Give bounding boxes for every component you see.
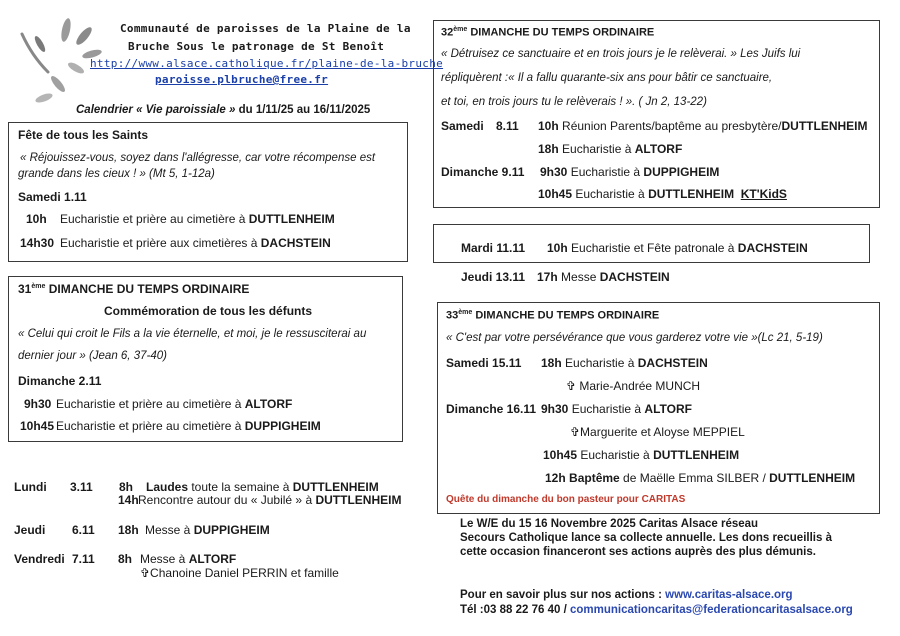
dim33-sun-entry: 9h30 Eucharistie à ALTORF: [541, 402, 692, 416]
jeudi-time: 18h: [118, 523, 139, 537]
website-link[interactable]: http://www.alsace.catholique.fr/plaine-de-la-bruche: [90, 57, 444, 70]
caritas-line2: Secours Catholique lance sa collecte annuelle. Les dons recueillis à: [460, 532, 832, 544]
jeudi-date: 6.11: [72, 523, 95, 537]
toussaint-quote-line1: « Réjouissez-vous, soyez dans l'allégresse, car votre récompense est: [20, 152, 376, 164]
dim33-sat-intention: ✞ Marie-Andrée MUNCH: [566, 379, 701, 393]
header-line2: Bruche Sous le patronage de St Benoît: [128, 40, 385, 53]
dim32-quote-line1: « Détruisez ce sanctuaire et en trois jours je le relèverai. » Les Juifs lui: [441, 48, 801, 60]
jeudi-day: Jeudi: [14, 523, 46, 537]
lundi-time2: 14h: [118, 493, 139, 507]
dim33-sat-day: Samedi 15.11: [446, 356, 522, 370]
toussaint-day: Samedi 1.11: [18, 190, 87, 204]
toussaint-entry: 10h Eucharistie et prière au cimetière à DUTTLENHEIM: [26, 212, 335, 226]
dim32-sat-date: 8.11: [496, 119, 519, 133]
dim33-sat-entry: 18h Eucharistie à DACHSTEIN: [541, 356, 708, 370]
vendredi-event: Messe à ALTORF: [140, 552, 237, 566]
dim32-sun-entry: 9h30 Eucharistie à DUPPIGHEIM: [540, 165, 720, 179]
dim31-entry: 9h30 Eucharistie et prière au cimetière à ALTORF: [24, 397, 293, 411]
dim32-title: 32ème DIMANCHE DU TEMPS ORDINAIRE: [441, 26, 655, 39]
vendredi-day: Vendredi: [14, 552, 65, 566]
lundi-time1: 8h: [119, 480, 134, 494]
calendar-title: Calendrier « Vie paroissiale » du 1/11/25 au 16/11/2025: [76, 104, 371, 116]
dim31-quote-line1: « Celui qui croit le Fils a la vie éternelle, et moi, je le ressusciterai au: [18, 328, 367, 340]
caritas-more: Pour en savoir plus sur nos actions : www.caritas-alsace.org: [460, 589, 793, 601]
dim31-quote-line2: dernier jour » (Jean 6, 37-40): [18, 350, 167, 362]
dim32-sun-day: Dimanche 9.11: [441, 165, 525, 179]
dim32-quote-line2: répliquèrent :« Il a fallu quarante-six ans pour bâtir ce sanctuaire,: [441, 72, 773, 84]
lundi-event2: Rencontre autour du « Jubilé » à DUTTLENHEIM: [138, 493, 402, 507]
dim32-sat-entry: 10h Réunion Parents/baptême au presbytère/DUTTLENHEIM: [538, 119, 868, 133]
vendredi-intention: ✞Chanoine Daniel PERRIN et famille: [140, 566, 339, 580]
caritas-line3: cette occasion financeront ses actions auprès des plus démunis.: [460, 546, 816, 558]
quete-note: Quête du dimanche du bon pasteur pour CARITAS: [446, 494, 686, 505]
lundi-day: Lundi: [14, 480, 47, 494]
dim33-sun-intention: ✞Marguerite et Aloyse MEPPIEL: [570, 425, 745, 439]
jeudi-event: Messe à DUPPIGHEIM: [145, 523, 270, 537]
vendredi-date: 7.11: [72, 552, 95, 566]
dim32-quote-line3: et toi, en trois jours tu le relèverais ! ». ( Jn 2, 13-22): [441, 96, 707, 108]
dim33-quote: « C'est par votre persévérance que vous garderez votre vie »(Lc 21, 5-19): [446, 332, 823, 344]
vendredi-time: 8h: [118, 552, 133, 566]
mardi-entry: Mardi 11.11 10h Eucharistie et Fête patronale à DACHSTEIN: [461, 241, 808, 255]
email-link[interactable]: paroisse.plbruche@free.fr: [155, 73, 329, 86]
dim31-title: 31ème DIMANCHE DU TEMPS ORDINAIRE: [18, 282, 250, 296]
dim31-day: Dimanche 2.11: [18, 374, 102, 388]
toussaint-quote-line2: grande dans les cieux ! » (Mt 5, 1-12a): [18, 168, 215, 180]
dim33-sun-entry: 10h45 Eucharistie à DUTTLENHEIM: [543, 448, 740, 462]
lundi-event1: Laudes toute la semaine à DUTTLENHEIM: [146, 480, 379, 494]
dim31-subtitle: Commémoration de tous les défunts: [104, 304, 313, 318]
dim32-sat-entry: 18h Eucharistie à ALTORF: [538, 142, 683, 156]
dim32-sat-day: Samedi: [441, 119, 484, 133]
caritas-line1: Le W/E du 15 16 Novembre 2025 Caritas Alsace réseau: [460, 518, 759, 530]
caritas-contact: Tél :03 88 22 76 40 / communicationcaritas@federationcaritasalsace.org: [460, 604, 853, 616]
toussaint-title: Fête de tous les Saints: [18, 128, 149, 142]
dim32-sun-entry: 10h45 Eucharistie à DUTTLENHEIM KT'KidS: [538, 187, 787, 201]
dim33-sun-day: Dimanche 16.11: [446, 402, 537, 416]
dim33-title: 33ème DIMANCHE DU TEMPS ORDINAIRE: [446, 309, 660, 322]
header-line1: Communauté de paroisses de la Plaine de la: [120, 22, 411, 35]
dim33-sun-entry: 12h Baptême de Maëlle Emma SILBER / DUTTLENHEIM: [545, 471, 856, 485]
lundi-date: 3.11: [70, 480, 93, 494]
caritas-email-link[interactable]: communicationcaritas@federationcaritasalsace.org: [569, 604, 853, 616]
dim31-entry: 10h45 Eucharistie et prière au cimetière à DUPPIGHEIM: [20, 419, 321, 433]
ktkids-label: KT'KidS: [740, 187, 787, 201]
caritas-website-link[interactable]: www.caritas-alsace.org: [665, 589, 793, 601]
toussaint-entry: 14h30 Eucharistie et prière aux cimetières à DACHSTEIN: [20, 236, 331, 250]
jeudi13-entry: Jeudi 13.11 17h Messe DACHSTEIN: [461, 270, 670, 284]
